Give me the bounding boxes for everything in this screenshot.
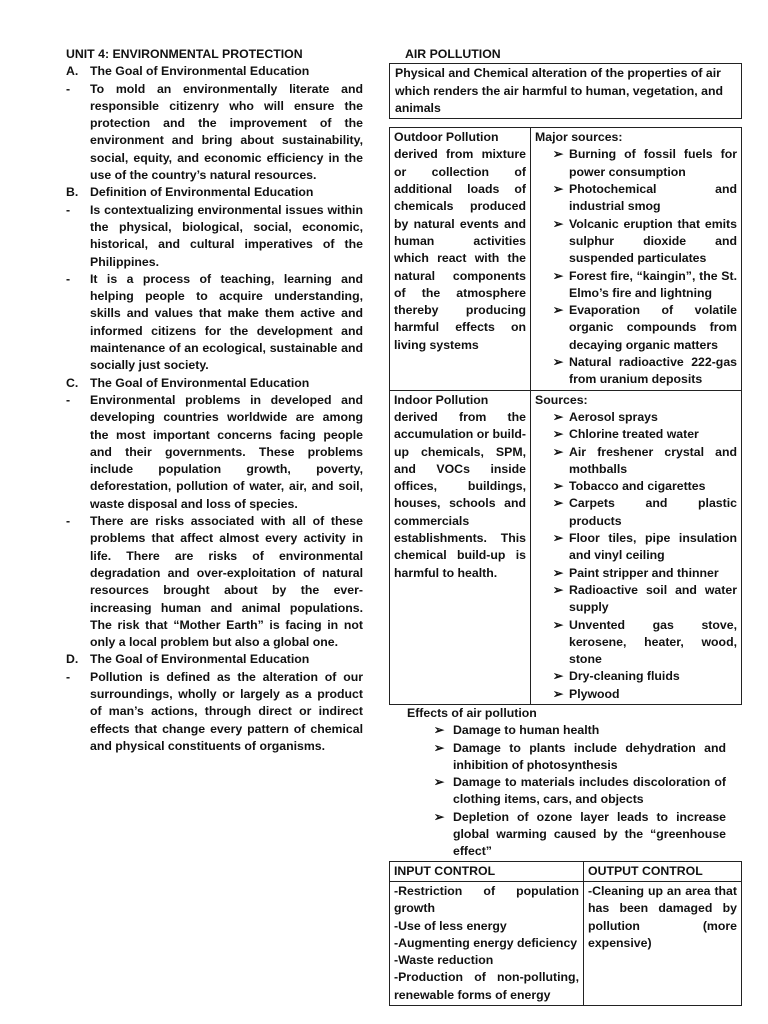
list-item (535, 181, 737, 216)
arrow-bullet-icon: ➢ (552, 479, 564, 494)
effects-list (389, 722, 742, 860)
list-item (535, 268, 737, 303)
section-item-text: Is contextualizing environmental issues within the physical, biological, social, economic, historical, and cultural imperatives of the Philippines. (90, 202, 363, 269)
arrow-bullet-icon: ➢ (552, 669, 564, 684)
list-item (535, 530, 737, 565)
arrow-bullet-icon: ➢ (552, 617, 564, 632)
section-heading (66, 63, 363, 80)
list-item (389, 774, 726, 809)
outdoor-title: Outdoor Pollution (394, 130, 499, 145)
definition-box: Physical and Chemical alteration of the properties of air which renders the air harmful to human, vegetation, and animals (389, 63, 742, 119)
list-item (535, 409, 737, 426)
section-label: B. (66, 185, 79, 200)
outdoor-row (390, 128, 742, 390)
input-control-item: -Production of non-polluting, renewable forms of energy (394, 970, 579, 1002)
list-item (535, 495, 737, 530)
section-item-text: To mold an environmentally literate and responsible citizenry who will ensure the protection and the improvement of the environment and bring about sustainability, social, equity, and economic efficiency in the use of the country’s natural resources. (90, 81, 363, 183)
section-item-text: Pollution is defined as the alteration of our surroundings, wholly or largely as a product of man’s actions, through direct or indirect effects that change every pattern of chemical and physical constituents of organisms. (90, 669, 363, 753)
list-item (535, 565, 737, 582)
section-label: C. (66, 375, 79, 390)
output-control-header: OUTPUT CONTROL (584, 861, 742, 881)
unit-title: UNIT 4: ENVIRONMENTAL PROTECTION (66, 47, 303, 61)
indoor-row (390, 390, 742, 704)
list-item-text: Natural radioactive 222-gas from uranium deposits (569, 355, 737, 387)
indoor-cell (390, 390, 531, 704)
arrow-bullet-icon: ➢ (552, 444, 564, 459)
section-heading (66, 184, 363, 201)
arrow-bullet-icon: ➢ (552, 147, 564, 162)
outdoor-sources-title: Major sources: (535, 130, 623, 145)
list-item (535, 444, 737, 479)
arrow-bullet-icon: ➢ (552, 496, 564, 511)
section-heading (66, 651, 363, 668)
section-item (66, 81, 363, 185)
air-pollution-title: AIR POLLUTION (405, 47, 501, 61)
list-item-text: Dry-cleaning fluids (569, 669, 680, 684)
arrow-bullet-icon: ➢ (552, 409, 564, 424)
arrow-bullet-icon: ➢ (552, 268, 564, 283)
list-item (389, 722, 726, 739)
indoor-sources-cell (531, 390, 742, 704)
list-item (389, 809, 726, 861)
arrow-bullet-icon: ➢ (552, 427, 564, 442)
dash-marker: - (66, 392, 71, 407)
list-item (535, 146, 737, 181)
dash-marker: - (66, 81, 71, 96)
arrow-bullet-icon: ➢ (433, 723, 445, 738)
list-item-text: Chlorine treated water (569, 427, 699, 442)
list-item (535, 216, 737, 268)
section-item (66, 513, 363, 651)
list-item-text: Floor tiles, pipe insulation and vinyl ceiling (569, 531, 737, 563)
list-item-text: Aerosol sprays (569, 409, 658, 424)
arrow-bullet-icon: ➢ (552, 182, 564, 197)
list-item-text: Tobacco and cigarettes (569, 479, 706, 494)
arrow-bullet-icon: ➢ (552, 303, 564, 318)
list-item (535, 686, 737, 703)
arrow-bullet-icon: ➢ (552, 531, 564, 546)
indoor-title: Indoor Pollution (394, 392, 489, 407)
list-item (535, 302, 737, 354)
section-item-text: It is a process of teaching, learning and helping people to acquire understanding, skills and values that make them active and informed citizens for the development and maintenance of an ecological, sustainable and socially just society. (90, 271, 363, 373)
section-item (66, 669, 363, 755)
list-item-text: Radioactive soil and water supply (569, 582, 737, 615)
arrow-bullet-icon: ➢ (552, 565, 564, 580)
outdoor-sources-cell (531, 128, 742, 390)
section-label: D. (66, 652, 79, 667)
input-control-items (390, 881, 584, 1005)
list-item (535, 478, 737, 495)
list-item-text: Burning of fossil fuels for power consumption (569, 147, 737, 179)
section-item-text: Environmental problems in developed and developing countries worldwide are among the most important concerns facing people and their governments. These problems include population growth, poverty, deforestation, pollution of water, air, and soil, waste disposal and loss of species. (90, 392, 363, 511)
section-title: The Goal of Environmental Education (90, 652, 310, 667)
list-item (535, 617, 737, 669)
section-item (66, 271, 363, 375)
list-item-text: Forest fire, “kaingin”, the St. Elmo’s fire and lightning (569, 268, 737, 300)
arrow-bullet-icon: ➢ (433, 775, 445, 790)
list-item (535, 426, 737, 443)
arrow-bullet-icon: ➢ (552, 686, 564, 701)
effects-title: Effects of air pollution (407, 705, 537, 720)
list-item-text: Damage to materials includes discoloration of clothing items, cars, and objects (453, 775, 726, 807)
arrow-bullet-icon: ➢ (552, 355, 564, 370)
section-item (66, 392, 363, 513)
section-title: The Goal of Environmental Education (90, 375, 310, 390)
list-item-text: Plywood (569, 686, 620, 701)
list-item-text: Damage to human health (453, 723, 600, 738)
input-control-item: -Use of less energy (394, 918, 507, 933)
list-item-text: Unvented gas stove, kerosene, heater, wood, stone (569, 617, 737, 667)
input-control-header: INPUT CONTROL (390, 861, 584, 881)
list-item-text: Depletion of ozone layer leads to increase global warming caused by the “greenhouse effect” (453, 809, 726, 859)
right-column (389, 46, 742, 1006)
list-item (535, 354, 737, 389)
list-item-text: Air freshener crystal and mothballs (569, 444, 737, 476)
arrow-bullet-icon: ➢ (433, 740, 445, 755)
indoor-sources-title: Sources: (535, 392, 588, 407)
input-control-item: -Augmenting energy deficiency (394, 935, 578, 950)
dash-marker: - (66, 271, 71, 286)
input-control-item: -Restriction of population growth (394, 883, 579, 916)
control-table (389, 861, 742, 1006)
control-body-row (390, 881, 742, 1005)
arrow-bullet-icon: ➢ (552, 216, 564, 231)
section-item-text: There are risks associated with all of these problems that affect almost every activity in life. There are risks of environmental degradation and over-exploitation of natural resources brought about by the ever-increasing human and animal populations. The risk that “Mother Earth” is facing in not only a local problem but also a global one. (90, 514, 363, 650)
dash-marker: - (66, 669, 71, 684)
list-item-text: Damage to plants include dehydration and inhibition of photosynthesis (453, 740, 726, 772)
indoor-desc: derived from the accumulation or build-up chemicals, SPM, and VOCs inside offices, buildings, houses, schools and commercials establishments. This chemical build-up is harmful to health. (394, 409, 526, 580)
list-item-text: Carpets and plastic products (569, 496, 737, 528)
arrow-bullet-icon: ➢ (433, 809, 445, 824)
sections (66, 63, 363, 755)
section-title: Definition of Environmental Education (90, 185, 314, 200)
list-item-text: Paint stripper and thinner (569, 565, 719, 580)
list-item (535, 668, 737, 685)
control-header-row (390, 861, 742, 881)
list-item (389, 740, 726, 775)
left-column (66, 46, 363, 755)
arrow-bullet-icon: ➢ (552, 582, 564, 597)
section-title: The Goal of Environmental Education (90, 64, 310, 79)
outdoor-cell (390, 128, 531, 390)
section-label: A. (66, 64, 79, 79)
dash-marker: - (66, 514, 71, 529)
outdoor-desc: derived from mixture or collection of additional loads of chemicals produced by natural events and human activities which react with the natural components of the atmosphere thereby producing harmful effects on living systems (394, 147, 526, 352)
outdoor-sources-list (535, 146, 737, 388)
dash-marker: - (66, 202, 71, 217)
list-item-text: Photochemical and industrial smog (569, 182, 737, 214)
indoor-sources-list (535, 409, 737, 703)
pollution-table (389, 127, 742, 705)
output-control-text: -Cleaning up an area that has been damaged by pollution (more expensive) (584, 881, 742, 1005)
section-heading (66, 375, 363, 392)
list-item-text: Volcanic eruption that emits sulphur dioxide and suspended particulates (569, 216, 737, 266)
list-item (535, 582, 737, 617)
list-item-text: Evaporation of volatile organic compounds from decaying organic matters (569, 303, 737, 352)
input-control-item: -Waste reduction (394, 953, 494, 968)
section-item (66, 202, 363, 271)
